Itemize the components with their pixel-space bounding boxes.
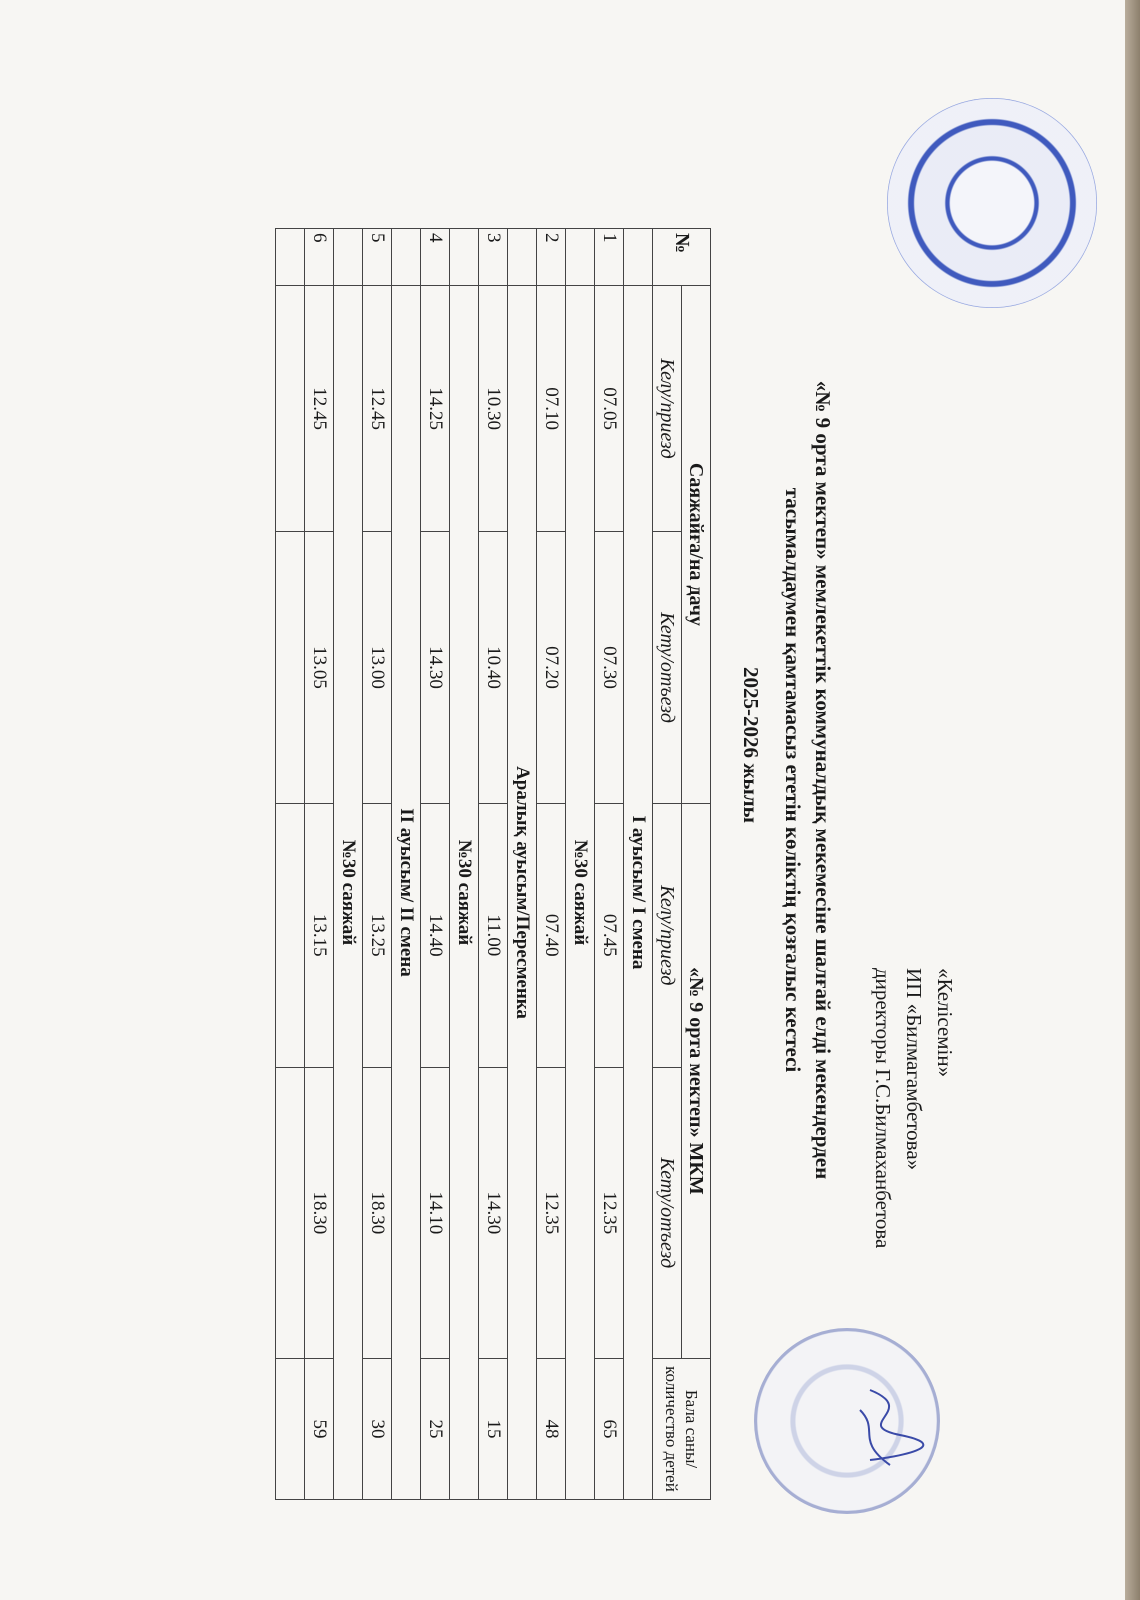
approval-line-3: директоры Г.С.Билмаханбетова — [871, 968, 895, 1249]
header-row — [682, 229, 711, 1500]
table-row: 3 10.30 10.40 11.00 14.30 15 — [479, 229, 508, 1500]
header-dacha: Саяжайға/на дачу — [682, 286, 711, 804]
subheader-row — [653, 229, 682, 1500]
sub-arrive: Келу/приезд — [653, 286, 682, 532]
doc-title-line-1: «№ 9 орта мектеп» мемлекеттік коммуналдық мекемесіне шалғай елді мекендерден — [811, 380, 835, 1180]
place-row: №30 саяжай — [566, 229, 595, 1500]
sub-depart-school: Кету/отъезд — [653, 1067, 682, 1358]
schedule-table — [275, 228, 711, 1500]
place-row: №30 саяжай — [450, 229, 479, 1500]
section-row: II ауысым/ II смена — [392, 229, 421, 1500]
table-row: 1 07.05 07.30 07.45 12.35 65 — [595, 229, 624, 1500]
sub-depart: Кету/отъезд — [653, 532, 682, 804]
table-row: 4 14.25 14.30 14.40 14.10 25 — [421, 229, 450, 1500]
header-num: № — [653, 229, 711, 286]
header-kids: Бала саны/количество детей — [653, 1359, 711, 1500]
sub-arrive-school: Келу/приезд — [653, 803, 682, 1067]
approval-block — [867, 968, 960, 1388]
approval-line-1: «Келісемін» — [933, 968, 957, 1078]
section-row: Аралық ауысым/Пересменка — [508, 229, 537, 1500]
table-row: 2 07.10 07.20 07.40 12.35 48 — [537, 229, 566, 1500]
table-row: 5 12.45 13.00 13.25 18.30 30 — [363, 229, 392, 1500]
approval-line-2: ИП «Билмагамбетова» — [902, 968, 926, 1171]
page-edge — [1125, 0, 1140, 1600]
table-row: 6 12.45 13.05 13.15 18.30 59 — [305, 229, 334, 1500]
signature — [840, 1380, 930, 1470]
doc-title-line-2: тасымалдаумен қамтамасыз ететін көліктің қозғалыс кестесі — [781, 487, 805, 1073]
place-row: №30 саяжай — [334, 229, 363, 1500]
school-round-stamp — [887, 98, 1097, 308]
section-row: I ауысым/ I смена — [624, 229, 653, 1500]
doc-title-year: 2025-2026 жылы — [739, 666, 763, 824]
empty-row — [276, 229, 305, 1500]
header-school: «№ 9 орта мектеп» МКМ — [682, 803, 711, 1358]
